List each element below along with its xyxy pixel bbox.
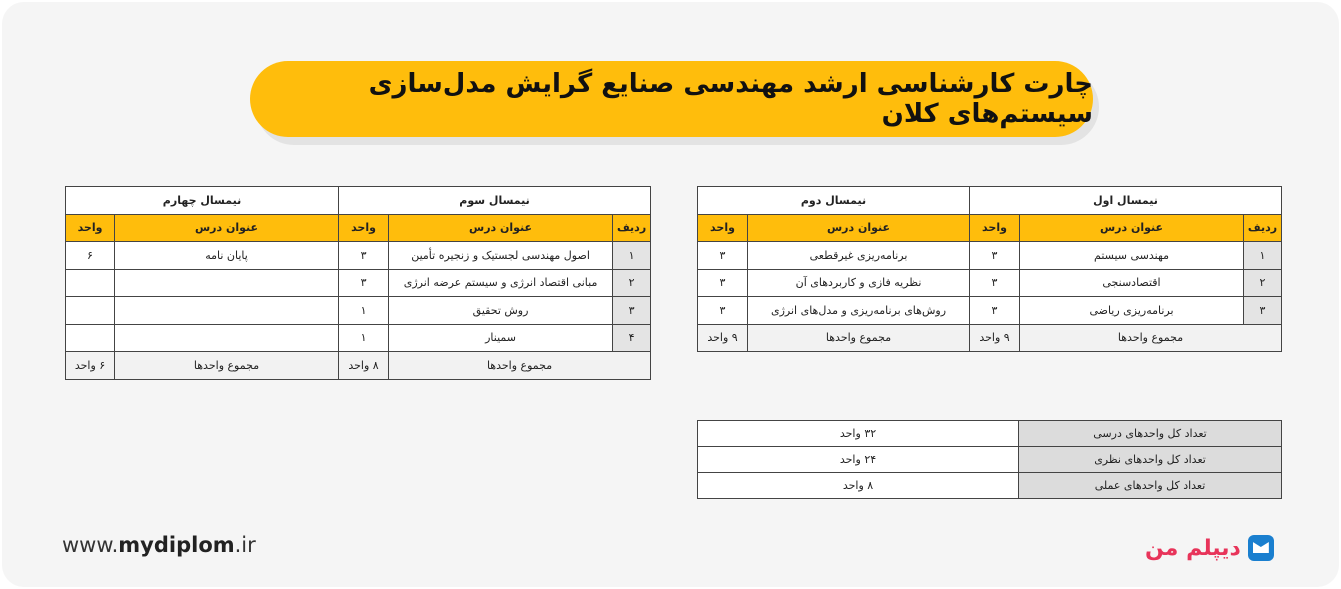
total-label: مجموع واحدها — [389, 352, 651, 380]
course-unit: ۳ — [698, 269, 748, 297]
table-row — [698, 297, 1282, 325]
course-title: مهندسی سیستم — [1020, 242, 1244, 270]
course-unit: ۳ — [698, 297, 748, 325]
course-title: روش تحقیق — [389, 297, 613, 325]
course-unit: ۳ — [970, 297, 1020, 325]
row-number: ۲ — [613, 269, 651, 297]
header-unit: واحد — [698, 214, 748, 242]
table-semesters-1-2 — [697, 186, 1282, 352]
empty-cell — [66, 297, 115, 325]
header-unit: واحد — [339, 214, 389, 242]
row-number: ۳ — [1244, 297, 1282, 325]
summary-value: ۲۴ واحد — [698, 447, 1019, 473]
empty-cell — [66, 324, 115, 352]
site-suffix: .ir — [234, 533, 256, 557]
total-row — [66, 352, 651, 380]
row-number: ۴ — [613, 324, 651, 352]
empty-cell — [115, 324, 339, 352]
course-title: سمینار — [389, 324, 613, 352]
course-unit: ۳ — [970, 242, 1020, 270]
header-course: عنوان درس — [748, 214, 970, 242]
site-name: mydiplom — [118, 533, 235, 557]
website-url[interactable] — [62, 533, 256, 557]
row-number: ۳ — [613, 297, 651, 325]
header-unit: واحد — [970, 214, 1020, 242]
summary-row — [698, 473, 1282, 499]
course-title: اقتصادسنجی — [1020, 269, 1244, 297]
course-title: روش‌های برنامه‌ریزی و مدل‌های انرژی — [748, 297, 970, 325]
course-unit: ۳ — [970, 269, 1020, 297]
course-unit: ۳ — [339, 269, 389, 297]
table-row — [698, 242, 1282, 270]
empty-cell — [115, 269, 339, 297]
course-title: پایان نامه — [115, 242, 339, 270]
course-title: اصول مهندسی لجستیک و زنجیره تأمین — [389, 242, 613, 270]
course-unit: ۶ — [66, 242, 115, 270]
total-label: مجموع واحدها — [115, 352, 339, 380]
total-value: ۹ واحد — [970, 324, 1020, 352]
header-course: عنوان درس — [1020, 214, 1244, 242]
site-prefix: www. — [62, 533, 119, 557]
summary-table — [697, 420, 1282, 499]
summary-value: ۳۲ واحد — [698, 421, 1019, 447]
course-title: نظریه فازی و کاربردهای آن — [748, 269, 970, 297]
course-title: برنامه‌ریزی غیرقطعی — [748, 242, 970, 270]
semester2-title: نیمسال دوم — [698, 187, 970, 215]
summary-value: ۸ واحد — [698, 473, 1019, 499]
row-number: ۱ — [613, 242, 651, 270]
total-label: مجموع واحدها — [1020, 324, 1282, 352]
course-unit: ۳ — [698, 242, 748, 270]
header-row: ردیف — [613, 214, 651, 242]
brand-name: دیپلم من — [1145, 535, 1241, 561]
envelope-icon — [1248, 535, 1274, 561]
table-row — [66, 297, 651, 325]
empty-cell — [66, 269, 115, 297]
course-title: مبانی اقتصاد انرژی و سیستم عرضه انرژی — [389, 269, 613, 297]
table-row — [66, 324, 651, 352]
course-title: برنامه‌ریزی ریاضی — [1020, 297, 1244, 325]
total-value: ۸ واحد — [339, 352, 389, 380]
total-label: مجموع واحدها — [748, 324, 970, 352]
row-number: ۲ — [1244, 269, 1282, 297]
summary-row — [698, 421, 1282, 447]
empty-cell — [115, 297, 339, 325]
total-value: ۶ واحد — [66, 352, 115, 380]
header-row: ردیف — [1244, 214, 1282, 242]
table-row — [66, 269, 651, 297]
table-row — [698, 269, 1282, 297]
summary-row — [698, 447, 1282, 473]
table-row — [66, 242, 651, 270]
semester4-title: نیمسال چهارم — [66, 187, 339, 215]
course-unit: ۳ — [339, 242, 389, 270]
summary-label: تعداد کل واحدهای نظری — [1019, 447, 1282, 473]
total-row — [698, 324, 1282, 352]
row-number: ۱ — [1244, 242, 1282, 270]
page-title: چارت کارشناسی ارشد مهندسی صنایع گرایش مدل‌سازی سیستم‌های کلان — [250, 61, 1093, 137]
semester1-title: نیمسال اول — [970, 187, 1282, 215]
header-course: عنوان درس — [389, 214, 613, 242]
summary-label: تعداد کل واحدهای عملی — [1019, 473, 1282, 499]
total-value: ۹ واحد — [698, 324, 748, 352]
header-unit: واحد — [66, 214, 115, 242]
summary-label: تعداد کل واحدهای درسی — [1019, 421, 1282, 447]
semester3-title: نیمسال سوم — [339, 187, 651, 215]
course-unit: ۱ — [339, 297, 389, 325]
course-unit: ۱ — [339, 324, 389, 352]
brand-logo — [1145, 530, 1274, 566]
header-course: عنوان درس — [115, 214, 339, 242]
table-semesters-3-4 — [65, 186, 651, 380]
